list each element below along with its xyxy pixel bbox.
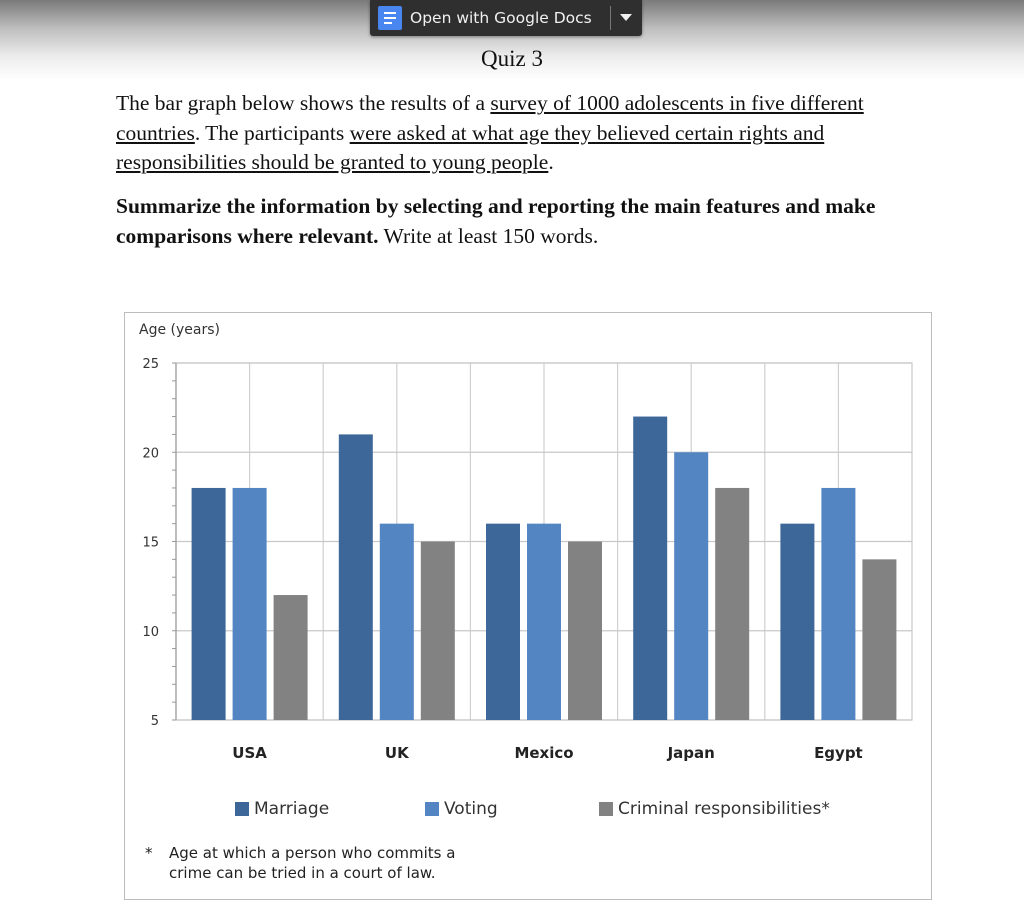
y-tick-label: 10 [142, 624, 159, 640]
p1-text-a: The bar graph below shows the results of a [116, 91, 491, 115]
chart-footnote [145, 843, 469, 883]
legend-label-marriage: Marriage [254, 799, 330, 819]
bar [862, 559, 896, 720]
y-axis-label: Age (years) [139, 322, 220, 338]
p1-underline-survey: survey of 1000 adolescents in five different countries [116, 91, 864, 145]
y-tick-label: 25 [142, 357, 159, 372]
bar [715, 488, 749, 720]
bar [192, 488, 226, 720]
legend-swatch-criminal [599, 802, 613, 816]
x-category-label: USA [232, 744, 267, 762]
y-tick-label: 15 [142, 535, 159, 551]
instruction-rest: Write at least 150 words. [378, 223, 599, 248]
bar [380, 524, 414, 720]
bar [486, 524, 520, 720]
quiz-title: Quiz 3 [481, 46, 543, 71]
bar [527, 524, 561, 720]
instruction-bold: Summarize the information by selecting and reporting the main features and make comparisons where relevant. [116, 194, 876, 248]
legend-item-criminal [599, 799, 830, 819]
legend-swatch-marriage [235, 802, 249, 816]
bar [821, 488, 855, 720]
legend-item-marriage [235, 799, 329, 819]
x-category-label: Mexico [514, 744, 574, 762]
bar [421, 542, 455, 721]
x-category-label: Japan [667, 744, 715, 762]
p1-text-c: . [548, 150, 554, 174]
bar [674, 452, 708, 720]
legend-label-voting: Voting [444, 799, 498, 819]
legend-label-criminal: Criminal responsibilities* [618, 799, 830, 819]
p1-underline-question: were asked at what age they believed certain rights and responsibilities should be granted to young people [116, 120, 825, 174]
bar [780, 524, 814, 720]
bar [633, 417, 667, 720]
footnote-text: Age at which a person who commits a crime can be tried in a court of law. [169, 844, 456, 882]
footnote-marker: * [145, 844, 153, 862]
p1-text-b: . The participants [194, 120, 350, 145]
y-tick-label: 20 [142, 446, 159, 462]
bar [568, 542, 602, 721]
bar [339, 434, 373, 720]
bar [274, 595, 308, 720]
x-category-label: UK [384, 744, 409, 762]
bar [233, 488, 267, 720]
legend-swatch-voting [425, 802, 439, 816]
open-with-google-docs-label: Open with Google Docs [410, 9, 592, 27]
y-tick-label: 5 [150, 714, 159, 729]
x-category-label: Egypt [814, 744, 863, 762]
legend-item-voting [425, 799, 498, 819]
